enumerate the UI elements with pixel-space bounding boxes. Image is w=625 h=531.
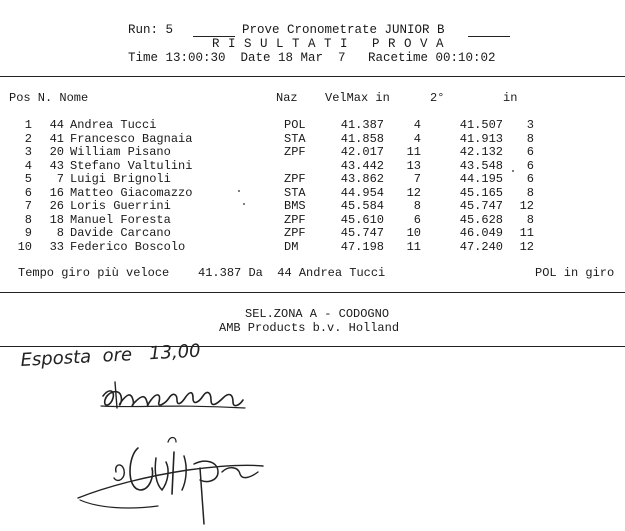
table-row: [0, 213, 625, 227]
column-header-naz: Naz: [276, 91, 298, 105]
cell-velmax: 44.954: [340, 185, 384, 200]
cell-naz: ZPF: [284, 172, 306, 186]
divider-middle: [0, 292, 625, 293]
cell-pos: 6: [24, 185, 32, 200]
cell-pos: 4: [24, 158, 32, 173]
run-label: Run: 5: [128, 23, 174, 37]
cell-velmax: 45.584: [340, 199, 384, 213]
cell-in1: 4: [413, 118, 421, 132]
cell-in1: 6: [413, 212, 421, 227]
cell-second: 41.913: [459, 131, 503, 146]
handwritten-exposure-time: Esposta ore 13,00: [20, 340, 202, 371]
cell-name: Andrea Tucci: [70, 118, 157, 132]
cell-naz: ZPF: [284, 226, 306, 240]
cell-velmax: 42.017: [340, 145, 384, 159]
cell-velmax: 43.862: [340, 172, 384, 186]
cell-in2: 8: [526, 212, 534, 227]
cell-naz: POL: [284, 118, 306, 132]
cell-in1: 13: [406, 158, 421, 173]
page-title: Prove Cronometrate JUNIOR B: [242, 23, 445, 37]
table-row: [0, 199, 625, 213]
cell-in1: 11: [406, 239, 421, 254]
cell-naz: ZPF: [284, 145, 306, 159]
cell-second: 45.628: [459, 212, 503, 227]
cell-naz: BMS: [284, 199, 306, 213]
cell-number: 33: [49, 239, 64, 254]
scan-speck: [238, 190, 240, 192]
scan-speck: [512, 170, 514, 172]
cell-in2: 11: [519, 226, 534, 240]
cell-naz: DM: [284, 239, 299, 254]
cell-naz: STA: [284, 131, 306, 146]
cell-second: 47.240: [459, 239, 503, 254]
cell-number: 41: [49, 131, 64, 146]
fastest-lap-right: POL in giro: [535, 266, 615, 280]
cell-name: Manuel Foresta: [70, 212, 171, 227]
cell-in1: 10: [406, 226, 421, 240]
cell-velmax: 45.747: [340, 226, 384, 240]
column-header-pos-name: Pos N. Nome: [9, 91, 89, 105]
cell-second: 42.132: [459, 145, 503, 159]
cell-velmax: 43.442: [340, 158, 384, 173]
cell-in2: 8: [526, 131, 534, 146]
table-row: [0, 159, 625, 173]
cell-velmax: 41.387: [340, 118, 384, 132]
scan-speck: [243, 203, 245, 205]
cell-in2: 6: [526, 158, 534, 173]
time-date-line: Time 13:00:30 Date 18 Mar 7 Racetime 00:10:02: [128, 51, 496, 65]
table-row: [0, 145, 625, 159]
cell-number: 8: [56, 226, 64, 240]
signature-1: [95, 378, 255, 428]
cell-name: Luigi Brignoli: [70, 172, 171, 186]
cell-in1: 4: [413, 131, 421, 146]
cell-name: Francesco Bagnaia: [70, 131, 193, 146]
cell-in2: 6: [526, 145, 534, 159]
cell-in2: 12: [519, 239, 534, 254]
page-subtitle: R I S U L T A T I P R O V A: [212, 37, 445, 51]
cell-in1: 8: [413, 199, 421, 213]
cell-naz: ZPF: [284, 212, 306, 227]
cell-number: 18: [49, 212, 64, 227]
cell-velmax: 45.610: [340, 212, 384, 227]
cell-pos: 2: [24, 131, 32, 146]
table-row: [0, 186, 625, 200]
cell-number: 43: [49, 158, 64, 173]
table-row: [0, 132, 625, 146]
cell-in1: 11: [406, 145, 421, 159]
cell-number: 44: [49, 118, 64, 132]
cell-name: Loris Guerrini: [70, 199, 171, 213]
cell-in2: 12: [519, 199, 534, 213]
column-header-second: 2°: [430, 91, 445, 105]
divider-top: [0, 76, 625, 77]
title-underline-right: [468, 36, 510, 37]
cell-pos: 7: [24, 199, 32, 213]
cell-pos: 8: [24, 212, 32, 227]
cell-name: Federico Boscolo: [70, 239, 186, 254]
cell-number: 16: [49, 185, 64, 200]
cell-pos: 10: [17, 239, 32, 254]
cell-pos: 9: [24, 226, 32, 240]
cell-velmax: 41.858: [340, 131, 384, 146]
cell-in2: 8: [526, 185, 534, 200]
cell-in2: 3: [526, 118, 534, 132]
cell-name: Stefano Valtulini: [70, 158, 193, 173]
cell-in1: 12: [406, 185, 421, 200]
cell-number: 20: [49, 145, 64, 159]
cell-pos: 5: [24, 172, 32, 186]
cell-second: 43.548: [459, 158, 503, 173]
cell-number: 26: [49, 199, 64, 213]
cell-velmax: 47.198: [340, 239, 384, 254]
cell-naz: STA: [284, 185, 306, 200]
fastest-lap-text: Tempo giro più veloce 41.387 Da 44 Andrea Tucci: [18, 266, 386, 280]
table-row: [0, 226, 625, 240]
cell-second: 46.049: [459, 226, 503, 240]
cell-in1: 7: [413, 172, 421, 186]
table-row: [0, 240, 625, 254]
cell-name: William Pisano: [70, 145, 171, 159]
cell-second: 44.195: [459, 172, 503, 186]
footer-company: AMB Products b.v. Holland: [219, 321, 400, 335]
cell-name: Matteo Giacomazzo: [70, 185, 193, 200]
cell-name: Davide Carcano: [70, 226, 171, 240]
cell-pos: 3: [24, 145, 32, 159]
cell-in2: 6: [526, 172, 534, 186]
column-header-velmax: VelMax in: [325, 91, 390, 105]
cell-pos: 1: [24, 118, 32, 132]
cell-second: 45.747: [459, 199, 503, 213]
table-row: [0, 172, 625, 186]
table-row: [0, 118, 625, 132]
footer-venue: SEL.ZONA A - CODOGNO: [245, 307, 390, 321]
signature-2: [68, 428, 268, 528]
column-header-in: in: [503, 91, 518, 105]
cell-number: 7: [56, 172, 64, 186]
cell-second: 45.165: [459, 185, 503, 200]
cell-second: 41.507: [459, 118, 503, 132]
